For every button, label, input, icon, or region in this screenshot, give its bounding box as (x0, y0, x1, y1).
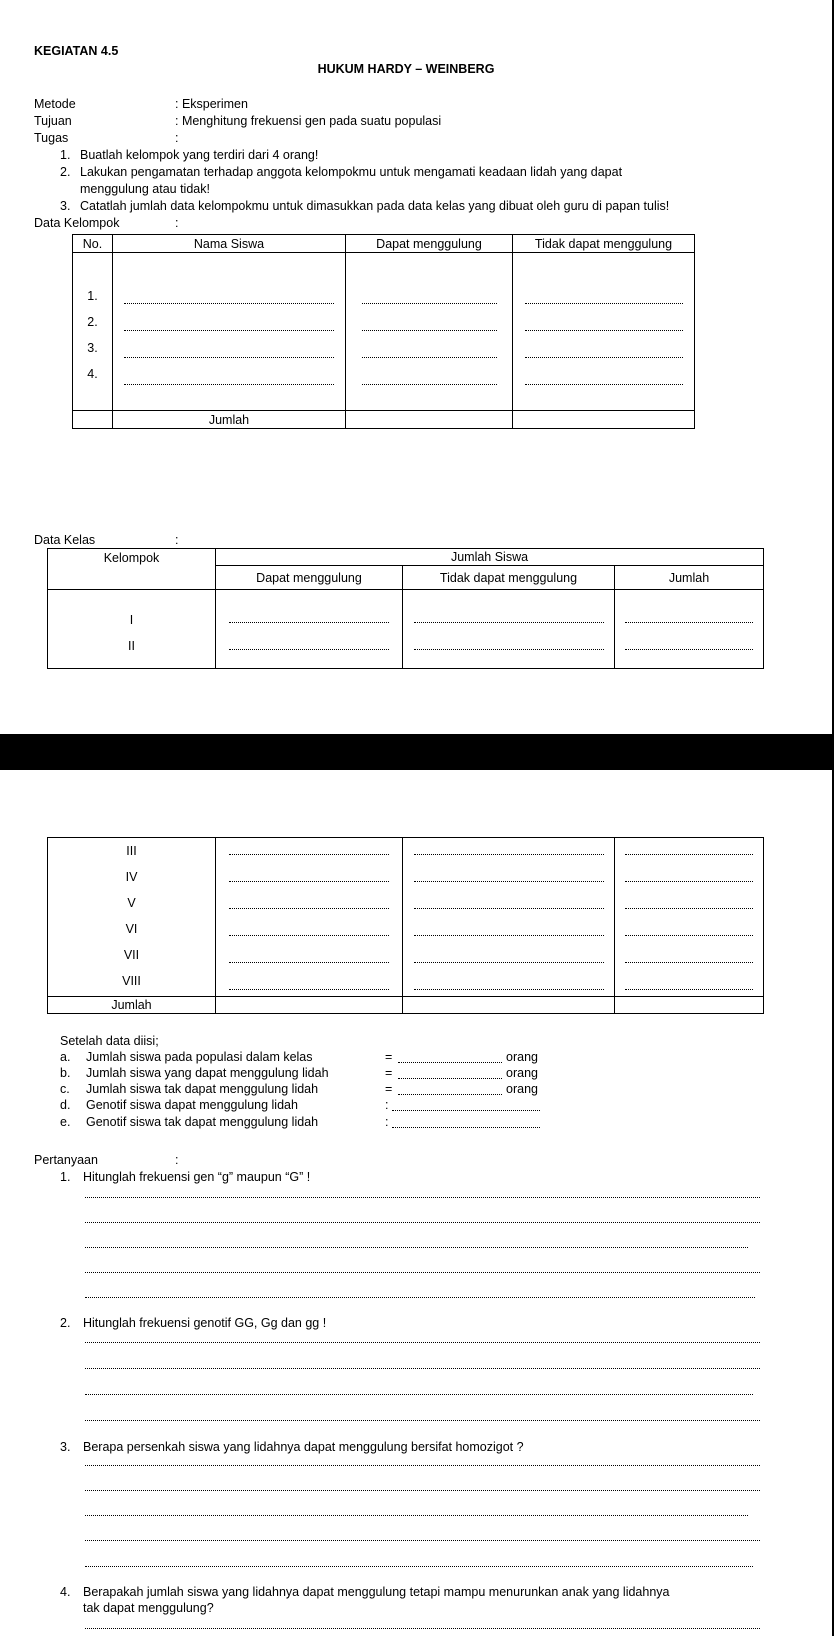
blank-line[interactable] (229, 621, 389, 623)
dapat-values-cell[interactable] (216, 838, 403, 997)
blank-line[interactable] (229, 648, 389, 650)
answer-line[interactable] (85, 1297, 755, 1298)
class-data-table (47, 548, 764, 669)
group-label: VIII (122, 974, 141, 988)
item-unit: orang (506, 1066, 538, 1080)
group-data-table (72, 234, 695, 429)
table-body-row (73, 253, 695, 411)
item-text: Jumlah siswa tak dapat menggulung lidah (86, 1082, 319, 1096)
answer-line[interactable] (85, 1368, 760, 1369)
item-letter: a. (60, 1050, 71, 1064)
answer-blank[interactable] (398, 1062, 502, 1063)
total-dapat-cell[interactable] (346, 411, 513, 429)
question-text: Hitunglah frekuensi gen “g” maupun “G” ! (83, 1170, 311, 1184)
class-data-table-continued (47, 837, 764, 1014)
question-text-continued: tak dapat menggulung? (83, 1601, 214, 1615)
blank-line[interactable] (229, 934, 389, 936)
questions-label: Pertanyaan (34, 1153, 98, 1167)
question-number: 3. (60, 1440, 71, 1454)
blank-line[interactable] (414, 880, 604, 882)
item-sep: = (385, 1066, 393, 1080)
item-letter: c. (60, 1082, 70, 1096)
blank-line[interactable] (229, 853, 389, 855)
table-header-row (48, 549, 764, 566)
blank-line[interactable] (625, 934, 753, 936)
total-tidak-cell[interactable] (403, 997, 615, 1014)
table-body-row (48, 838, 764, 997)
blank-line[interactable] (625, 961, 753, 963)
blank-line[interactable] (229, 988, 389, 990)
answer-blank[interactable] (392, 1110, 540, 1111)
page-title: HUKUM HARDY – WEINBERG (317, 62, 495, 76)
header-jumlah-siswa: Jumlah Siswa (216, 549, 764, 566)
item-letter: e. (60, 1115, 71, 1129)
tugas-label: Tugas (34, 131, 69, 145)
group-label: IV (125, 870, 138, 884)
item-unit: orang (506, 1082, 538, 1096)
group-table-colon: : (175, 216, 179, 230)
item-text: Genotif siswa dapat menggulung lidah (86, 1098, 298, 1112)
blank-line[interactable] (625, 880, 753, 882)
item-text: Jumlah siswa yang dapat menggulung lidah (86, 1066, 329, 1080)
group-label: III (126, 844, 137, 858)
header-dapat-menggulung: Dapat menggulung (346, 235, 513, 253)
class-table-colon: : (175, 533, 179, 547)
table-body-row (48, 590, 764, 669)
group-label: VII (123, 948, 140, 962)
total-label: Jumlah (48, 997, 216, 1014)
task-text-continued: menggulung atau tidak! (80, 182, 210, 196)
answer-blank[interactable] (392, 1127, 540, 1128)
blank-line[interactable] (625, 648, 753, 650)
blank-line[interactable] (414, 988, 604, 990)
answer-blank[interactable] (398, 1078, 502, 1079)
blank-line[interactable] (414, 934, 604, 936)
header-no: No. (73, 235, 113, 253)
group-label: I (129, 613, 134, 627)
answer-line[interactable] (85, 1247, 748, 1248)
answer-line[interactable] (85, 1272, 760, 1273)
tugas-colon: : (175, 131, 179, 145)
group-label: VI (125, 922, 138, 936)
total-empty-cell (73, 411, 113, 429)
blank-line[interactable] (414, 907, 604, 909)
blank-line[interactable] (229, 961, 389, 963)
blank-line[interactable] (124, 329, 334, 331)
task-number: 1. (60, 148, 71, 162)
activity-heading: KEGIATAN 4.5 (34, 44, 119, 58)
answer-line[interactable] (85, 1394, 753, 1395)
question-text: Hitunglah frekuensi genotif GG, Gg dan gg ! (83, 1316, 327, 1330)
group-label: II (128, 639, 135, 653)
dapat-values-cell[interactable] (216, 590, 403, 669)
answer-line[interactable] (85, 1566, 753, 1567)
blank-line[interactable] (362, 302, 497, 304)
questions-colon: : (175, 1153, 179, 1167)
task-text: Buatlah kelompok yang terdiri dari 4 orang! (80, 148, 319, 162)
item-letter: b. (60, 1066, 71, 1080)
class-table-label: Data Kelas (34, 533, 96, 547)
item-unit: orang (506, 1050, 538, 1064)
blank-line[interactable] (124, 356, 334, 358)
header-tidak-dapat-menggulung: Tidak dapat menggulung (513, 235, 695, 253)
answer-line[interactable] (85, 1515, 748, 1516)
row-number: 4. (87, 367, 98, 381)
blank-line[interactable] (625, 907, 753, 909)
row-number: 1. (87, 289, 98, 303)
row-numbers-cell (73, 253, 113, 411)
item-sep: : (385, 1115, 389, 1129)
metode-value: : Eksperimen (175, 97, 248, 111)
answer-line[interactable] (85, 1222, 760, 1223)
row-number: 3. (87, 341, 98, 355)
question-text: Berapakah jumlah siswa yang lidahnya dapat menggulung tetapi mampu menurunkan anak yang lidahnya (83, 1585, 670, 1599)
nama-siswa-cell[interactable] (113, 253, 346, 411)
table-header-row (73, 235, 695, 253)
blank-line[interactable] (525, 383, 683, 385)
answer-line[interactable] (85, 1420, 760, 1421)
blank-line[interactable] (625, 853, 753, 855)
blank-line[interactable] (414, 961, 604, 963)
question-number: 1. (60, 1170, 71, 1184)
scan-gap-band (0, 734, 834, 770)
tujuan-value: : Menghitung frekuensi gen pada suatu populasi (175, 114, 442, 128)
task-text: Catatlah jumlah data kelompokmu untuk dimasukkan pada data kelas yang dibuat oleh guru di papan tulis! (80, 199, 670, 213)
table-total-row (48, 997, 764, 1014)
subheader-jumlah: Jumlah (615, 566, 764, 590)
dapat-menggulung-cell[interactable] (346, 253, 513, 411)
blank-line[interactable] (414, 853, 604, 855)
answer-blank[interactable] (398, 1094, 502, 1095)
blank-line[interactable] (124, 383, 334, 385)
answer-line[interactable] (85, 1628, 760, 1629)
blank-line[interactable] (362, 356, 497, 358)
blank-line[interactable] (414, 621, 604, 623)
question-number: 4. (60, 1585, 71, 1599)
total-dapat-cell[interactable] (216, 997, 403, 1014)
total-tidak-cell[interactable] (513, 411, 695, 429)
answer-line[interactable] (85, 1342, 760, 1343)
total-label: Jumlah (113, 411, 346, 429)
blank-line[interactable] (525, 329, 683, 331)
blank-line[interactable] (229, 880, 389, 882)
jumlah-values-cell[interactable] (615, 838, 764, 997)
row-number: 2. (87, 315, 98, 329)
item-sep: = (385, 1050, 393, 1064)
group-table-label: Data Kelompok (34, 216, 120, 230)
group-label: V (127, 896, 136, 910)
blank-line[interactable] (124, 302, 334, 304)
subheader-dapat-menggulung: Dapat menggulung (216, 566, 403, 590)
answer-line[interactable] (85, 1465, 760, 1466)
tujuan-label: Tujuan (34, 114, 72, 128)
item-sep: = (385, 1082, 393, 1096)
blank-line[interactable] (625, 988, 753, 990)
jumlah-values-cell[interactable] (615, 590, 764, 669)
task-text: Lakukan pengamatan terhadap anggota kelompokmu untuk mengamati keadaan lidah yang dapat (80, 165, 623, 179)
blank-line[interactable] (362, 329, 497, 331)
header-nama-siswa: Nama Siswa (113, 235, 346, 253)
header-kelompok: Kelompok (48, 549, 216, 590)
task-number: 2. (60, 165, 71, 179)
blank-line[interactable] (525, 356, 683, 358)
after-intro: Setelah data diisi; (60, 1034, 159, 1048)
task-number: 3. (60, 199, 71, 213)
tidak-values-cell[interactable] (403, 590, 615, 669)
question-text: Berapa persenkah siswa yang lidahnya dapat menggulung bersifat homozigot ? (83, 1440, 524, 1454)
blank-line[interactable] (525, 302, 683, 304)
tidak-values-cell[interactable] (403, 838, 615, 997)
answer-line[interactable] (85, 1490, 760, 1491)
blank-line[interactable] (362, 383, 497, 385)
groups-cell (48, 838, 216, 997)
table-total-row (73, 411, 695, 429)
metode-label: Metode (34, 97, 76, 111)
blank-line[interactable] (414, 648, 604, 650)
blank-line[interactable] (229, 907, 389, 909)
item-text: Genotif siswa tak dapat menggulung lidah (86, 1115, 319, 1129)
subheader-tidak-dapat-menggulung: Tidak dapat menggulung (403, 566, 615, 590)
answer-line[interactable] (85, 1197, 760, 1198)
tidak-dapat-menggulung-cell[interactable] (513, 253, 695, 411)
item-letter: d. (60, 1098, 71, 1112)
groups-cell (48, 590, 216, 669)
total-jumlah-cell[interactable] (615, 997, 764, 1014)
item-text: Jumlah siswa pada populasi dalam kelas (86, 1050, 313, 1064)
item-sep: : (385, 1098, 389, 1112)
question-number: 2. (60, 1316, 71, 1330)
blank-line[interactable] (625, 621, 753, 623)
answer-line[interactable] (85, 1540, 760, 1541)
